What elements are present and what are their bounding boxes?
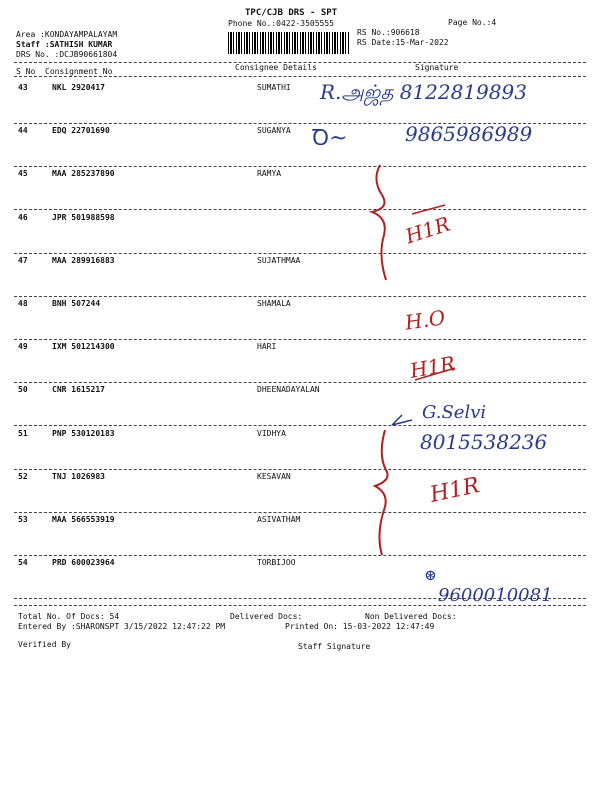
row-consignee: HARI bbox=[257, 342, 277, 352]
row-consignment-no: MAA 285237890 bbox=[52, 169, 115, 179]
column-signature: Signature bbox=[415, 63, 459, 72]
delivered-docs: Delivered Docs: bbox=[230, 612, 303, 621]
verified-by: Verified By bbox=[18, 640, 71, 649]
staff-label: Staff :SATHISH KUMAR bbox=[16, 40, 113, 49]
row-consignment-no: EDQ 22701690 bbox=[52, 126, 110, 136]
phone-number: Phone No.:0422-3505555 bbox=[228, 19, 334, 28]
row-consignee: VIDHYA bbox=[257, 428, 286, 438]
printed-on: Printed On: 15-03-2022 12:47:49 bbox=[285, 622, 435, 631]
entered-by: Entered By :SHARONSPT 3/15/2022 12:47:22 PM bbox=[18, 622, 226, 631]
signature-43: R.அஜ்த 8122819893 bbox=[320, 80, 527, 104]
row-sno: 48 bbox=[18, 299, 28, 308]
row-consignment-no: NKL 2920417 bbox=[52, 83, 105, 92]
row-sno: 47 bbox=[18, 255, 28, 265]
row-sno: 43 bbox=[18, 83, 28, 92]
drs-number: DRS No. :DCJB90661804 bbox=[16, 50, 118, 59]
row-consignee: SUJATHMAA bbox=[257, 255, 301, 265]
column-consignee: Consignee Details bbox=[235, 63, 317, 72]
row-consignment-no: IXM 501214300 bbox=[52, 342, 115, 352]
row-consignment-no: MAA 289916883 bbox=[52, 255, 115, 265]
row-consignment-no: JPR 501988598 bbox=[52, 212, 115, 222]
row-consignment-no: BNH 507244 bbox=[52, 299, 101, 308]
row-consignee: TORBIJOO bbox=[257, 558, 296, 568]
row-sno: 52 bbox=[18, 471, 28, 481]
row-consignment-no: PRD 600023964 bbox=[52, 558, 115, 568]
row-sno: 49 bbox=[18, 342, 28, 352]
row-consignee: SHAMALA bbox=[257, 299, 291, 308]
row-consignment-no: TNJ 1026983 bbox=[52, 471, 105, 481]
row-sno: 46 bbox=[18, 212, 28, 222]
row-consignment-no: MAA 566553919 bbox=[52, 515, 115, 524]
scribble-signature-44: Ꝺ~ bbox=[312, 126, 348, 151]
total-docs: Total No. Of Docs: 54 bbox=[18, 612, 120, 621]
row-consignee: KESAVAN bbox=[257, 471, 291, 481]
hir-mark-3: H1R bbox=[427, 473, 482, 508]
area-label: Area :KONDAYAMPALAYAM bbox=[16, 30, 118, 39]
row-sno: 53 bbox=[18, 515, 28, 524]
row-consignment-no: PNP 530120183 bbox=[52, 428, 115, 438]
column-consignment: Consignment No bbox=[45, 67, 113, 76]
row-consignee: ASIVATHAM bbox=[257, 515, 301, 524]
staff-signature: Staff Signature bbox=[298, 642, 371, 651]
row-consignee: DHEENADAYALAN bbox=[257, 385, 320, 395]
row-consignment-no: CNR 1615217 bbox=[52, 385, 105, 395]
row-consignee: RAMYA bbox=[257, 169, 282, 179]
row-sno: 51 bbox=[18, 428, 28, 438]
receiver-selvi: G.Selvi bbox=[422, 402, 487, 423]
row-consignee: SUMATHI bbox=[257, 83, 291, 92]
divider bbox=[14, 605, 586, 606]
document-title: TPC/CJB DRS - SPT bbox=[245, 8, 338, 18]
phone-51: 8015538236 bbox=[420, 430, 548, 454]
scribble-signature-54: ⊛ bbox=[425, 565, 436, 586]
row-sno: 54 bbox=[18, 558, 28, 568]
hir-mark-1: H1R bbox=[402, 211, 453, 249]
row-sno: 50 bbox=[18, 385, 28, 395]
row-sno: 44 bbox=[18, 126, 28, 136]
rs-date: RS Date:15-Mar-2022 bbox=[357, 38, 449, 47]
row-consignee: SUGANYA bbox=[257, 126, 291, 136]
column-sno: S No bbox=[16, 67, 36, 76]
hir-mark-2: H1R bbox=[408, 351, 457, 383]
row-sno: 45 bbox=[18, 169, 28, 179]
page-number: Page No.:4 bbox=[448, 18, 497, 27]
phone-44: 9865986989 bbox=[405, 122, 533, 146]
non-delivered-docs: Non Delivered Docs: bbox=[365, 612, 457, 621]
phone-54: 9600010081 bbox=[438, 585, 553, 606]
ho-mark: H.O bbox=[403, 305, 447, 335]
rs-number: RS No.:906618 bbox=[357, 28, 420, 37]
